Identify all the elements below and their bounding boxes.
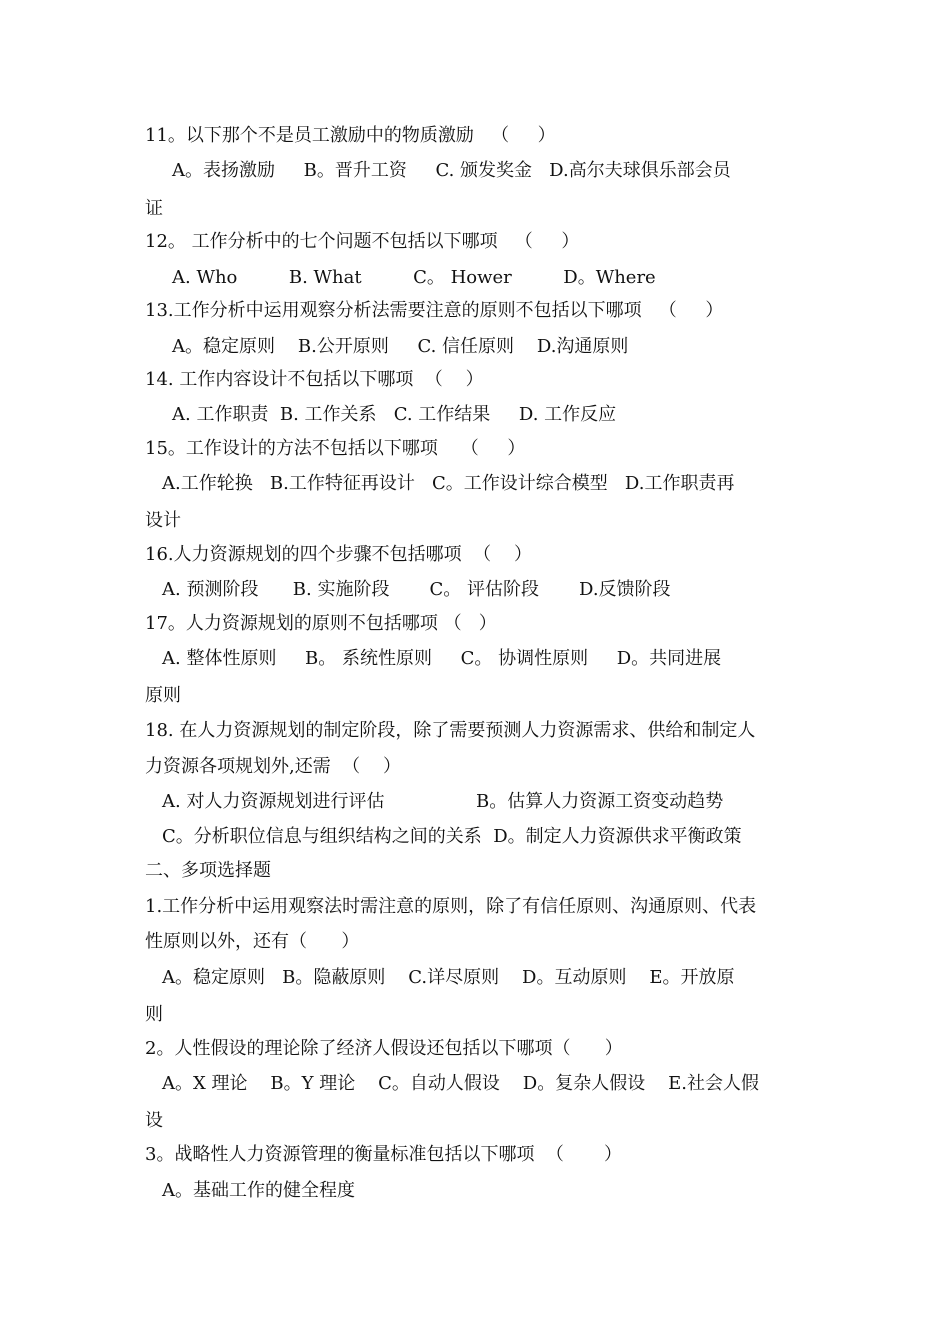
question-11-options: A。表扬激励 B。晋升工资 C. 颁发奖金 D.高尔夫球俱乐部会员: [172, 160, 731, 181]
question-15-options-cont: 设计: [145, 510, 181, 531]
question-17-stem: 17。人力资源规划的原则不包括哪项 （ ）: [145, 613, 497, 634]
question-18-stem: 18. 在人力资源规划的制定阶段，除了需要预测人力资源需求、供给和制定人: [145, 720, 756, 741]
question-17-options: A. 整体性原则 B。 系统性原则 C。 协调性原则 D。共同进展: [162, 648, 722, 669]
question-14-options: A. 工作职责 B. 工作关系 C. 工作结果 D. 工作反应: [172, 404, 617, 425]
multi-question-1-options-cont: 则: [145, 1004, 163, 1025]
multi-question-2-options: A。X 理论 B。Y 理论 C。自动人假设 D。复杂人假设 E.社会人假: [162, 1073, 759, 1094]
question-16-options: A. 预测阶段 B. 实施阶段 C。 评估阶段 D.反馈阶段: [162, 579, 671, 600]
question-13-options: A。稳定原则 B.公开原则 C. 信任原则 D.沟通原则: [172, 336, 629, 357]
question-18-stem-cont: 力资源各项规划外,还需 （ ）: [145, 756, 402, 777]
question-16-stem: 16.人力资源规划的四个步骤不包括哪项 （ ）: [145, 544, 532, 565]
multi-question-3-options: A。基础工作的健全程度: [162, 1180, 355, 1201]
question-11-options-cont: 证: [145, 198, 163, 219]
question-14-stem: 14. 工作内容设计不包括以下哪项 （ ）: [145, 369, 484, 390]
question-13-stem: 13.工作分析中运用观察分析法需要注意的原则不包括以下哪项 （ ）: [145, 300, 724, 321]
question-17-options-cont: 原则: [145, 685, 181, 706]
question-11-stem: 11。以下那个不是员工激励中的物质激励 （ ）: [145, 125, 556, 146]
multi-question-1-stem: 1.工作分析中运用观察法时需注意的原则，除了有信任原则、沟通原则、代表: [145, 896, 757, 917]
question-12-options: A. Who B. What C。 Hower D。Where: [172, 267, 656, 288]
question-12-stem: 12。 工作分析中的七个问题不包括以下哪项 （ ）: [145, 231, 580, 252]
multi-question-1-stem-cont: 性原则以外，还有（ ）: [145, 931, 360, 952]
question-15-options: A.工作轮换 B.工作特征再设计 C。工作设计综合模型 D.工作职责再: [162, 473, 735, 494]
multi-question-1-options: A。稳定原则 B。隐蔽原则 C.详尽原则 D。互动原则 E。开放原: [162, 967, 735, 988]
question-15-stem: 15。工作设计的方法不包括以下哪项 （ ）: [145, 438, 526, 459]
multi-question-2-options-cont: 设: [145, 1110, 163, 1131]
multi-question-2-stem: 2。人性假设的理论除了经济人假设还包括以下哪项（ ）: [145, 1038, 623, 1059]
multi-question-3-stem: 3。战略性人力资源管理的衡量标准包括以下哪项 （ ）: [145, 1144, 622, 1165]
question-18-options: A. 对人力资源规划进行评估 B。估算人力资源工资变动趋势: [162, 791, 724, 812]
section-heading: 二、多项选择题: [145, 860, 271, 881]
question-18-options-cont: C。分析职位信息与组织结构之间的关系 D。制定人力资源供求平衡政策: [162, 826, 742, 847]
